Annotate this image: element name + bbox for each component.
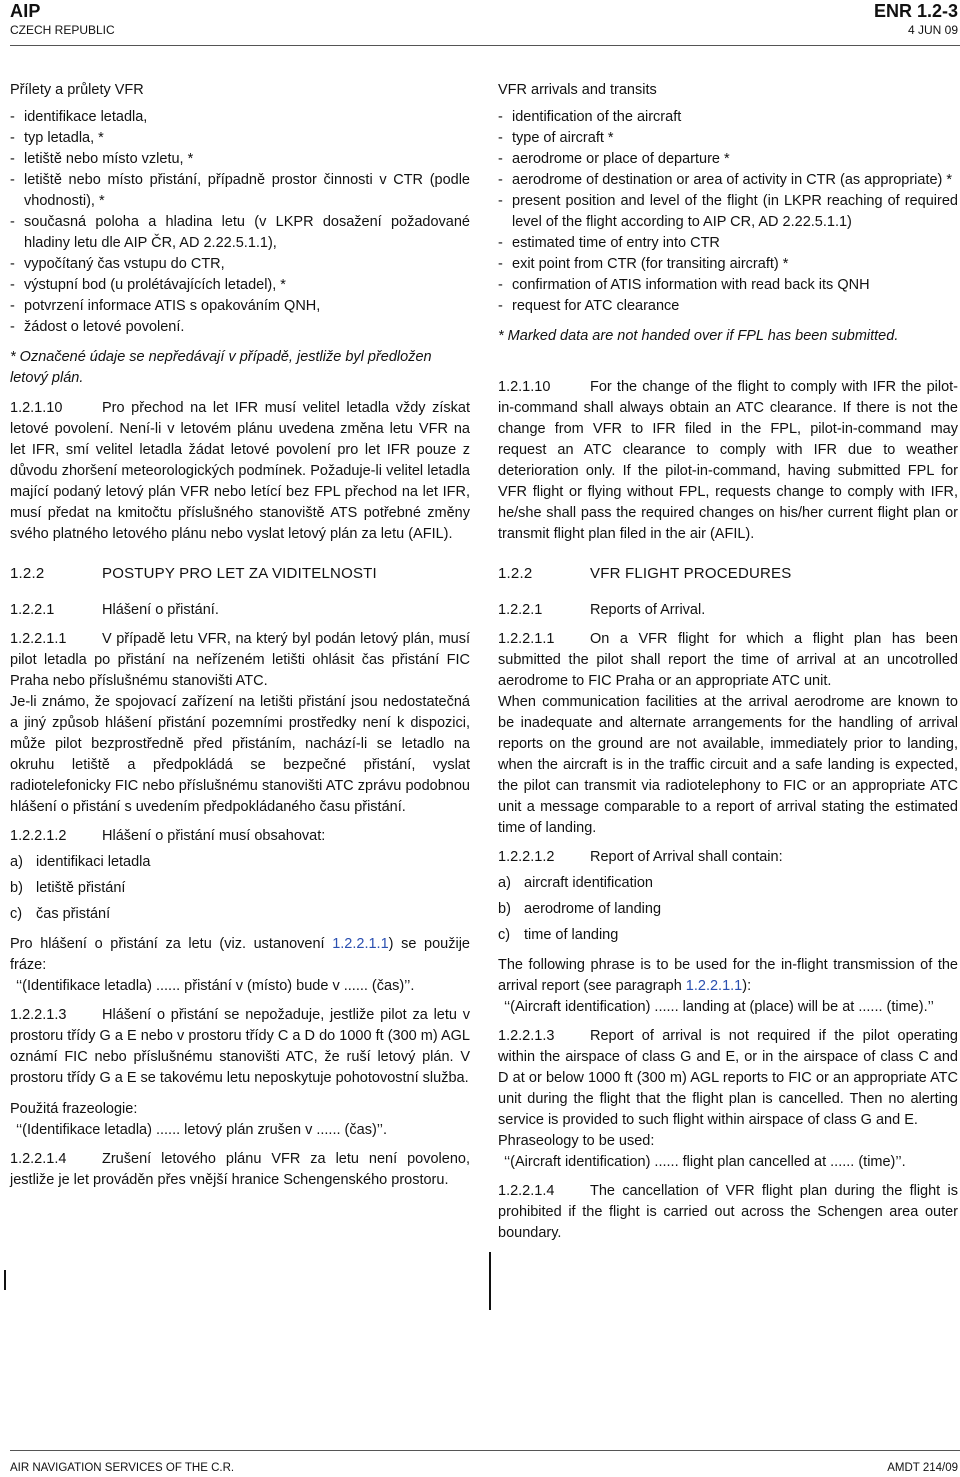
cz-paragraph-1210: 1.2.1.10 Pro přechod na let IFR musí velitel letadla vždy získat letové povolení. Není-li v letovém plánu uvedena změna letu VFR na let IFR, smí velitel letadla žádat letové povolení pro let IFR pouze z důvodu zhoršení meteorologických podmínek. Požaduje-li velitel letadla mající podaný letový plán VFR nebo letící bez FPL přechod na let IFR, musí předat na kmitočtu příslušného stanoviště ATS potřebné změny svého platného letového plánu nebo vyslat letový plán za letu (AFIL). (10, 400, 470, 542)
en-phraseology-intro: Phraseology to be used: (498, 1133, 655, 1149)
list-item: - confirmation of ATIS information with read back its QNH (498, 277, 870, 293)
english-column (498, 80, 958, 1244)
list-item: - potvrzení informace ATIS s opakováním QNH, (10, 298, 321, 314)
page-header (10, 0, 960, 42)
en-paragraph-12211-cont: When communication facilities at the arrival aerodrome are known to be inadequate and alternate arrangements for the handling of arrival reports on the ground are not available, immediately prior to landing, when the aircraft is in the traffic circuit and a safe landing is expected, the pilot can transmit via radiotelephony to FIC or an appropriate ATC unit a message comparable to a report of arrival stating the estimated time of landing. (498, 694, 958, 836)
cz-report-contents (10, 852, 470, 925)
list-item: - identifikace letadla, (10, 109, 148, 125)
footer-divider (10, 1450, 960, 1451)
list-item: - aerodrome of destination or area of activity in CTR (as appropriate) * (498, 172, 953, 188)
footer-publisher: AIR NAVIGATION SERVICES OF THE C.R. (10, 1462, 235, 1474)
paragraph-link[interactable]: 1.2.2.1.1 (332, 936, 389, 952)
list-item: - present position and level of the flight (in LKPR reaching of required level of the flight according to AIP CR, AD 2.22.5.1.1) (498, 193, 958, 230)
en-list (498, 107, 958, 317)
list-item: - vypočítaný čas vstupu do CTR, (10, 256, 225, 272)
cz-phrase-intro: Pro hlášení o přistání za letu (viz. ustanovení 1.2.2.1.1) se použije fráze: (10, 936, 470, 973)
cz-phraseology: ‘‘(Identifikace letadla) ...... letový plán zrušen v ...... (čas)’’. (16, 1122, 387, 1138)
en-subsection-1221: 1.2.2.1 Reports of Arrival. (498, 602, 706, 618)
en-section-title: VFR arrivals and transits (498, 82, 657, 98)
list-item: - typ letadla, * (10, 130, 104, 146)
cz-paragraph-12211: 1.2.2.1.1 V případě letu VFR, na který byl podán letový plán, musí pilot letadla po přistání na neřízeném letišti ohlásit čas přistání FIC Praha nebo příslušnému stanovišti ATC. (10, 631, 470, 689)
list-item: - současná poloha a hladina letu (v LKPR dosažení požadované hladiny letu dle AIP ČR, AD 2.22.5.1.1), (10, 214, 470, 251)
list-item: b) letiště přistání (10, 880, 126, 896)
en-paragraph-1210: 1.2.1.10 For the change of the flight to comply with IFR the pilot-in-command shall always obtain an ATC clearance. If there is not the change from VFR to IFR filed in the FPL, pilot-in-command may request an ATC clearance to comply with IFR due to weather deterioration only. If the pilot-in-command, having submitted FPL for VFR flight or flying without FPL, requests change to comply with IFR, he/she shall pass the required changes on his/her current flight plan or transmit flight plan filed in the air (AFIL). (498, 379, 958, 542)
cz-paragraph-12214: 1.2.2.1.4 Zrušení letového plánu VFR za letu není povoleno, jestliže je let prováděn přes vnější hranice Schengenského prostoru. (10, 1151, 470, 1188)
amendment-change-bar-left (4, 1270, 6, 1290)
list-item: a) identifikaci letadla (10, 854, 151, 870)
en-paragraph-12214: 1.2.2.1.4 The cancellation of VFR flight plan during the flight is prohibited if the flight is carried out across the Schengen area outer boundary. (498, 1183, 958, 1241)
footer-amendment: AMDT 214/09 (887, 1462, 958, 1474)
header-publication: AIP (10, 1, 41, 21)
list-item: - letiště nebo místo vzletu, * (10, 151, 194, 167)
header-date: 4 JUN 09 (907, 23, 958, 37)
list-item: - estimated time of entry into CTR (498, 235, 720, 251)
list-item: a) aircraft identification (498, 875, 653, 891)
paragraph-link[interactable]: 1.2.2.1.1 (685, 978, 743, 994)
header-country: CZECH REPUBLIC (10, 23, 115, 37)
cz-phraseology-intro: Použitá frazeologie: (10, 1101, 138, 1117)
list-item: - letiště nebo místo přistání, případně prostor činnosti v CTR (podle vhodnosti), * (10, 172, 470, 209)
cz-list (10, 107, 470, 338)
list-item: - žádost o letové povolení. (10, 319, 185, 335)
cz-section-title: Přílety a průlety VFR (10, 82, 144, 98)
czech-column (10, 80, 470, 1191)
cz-section-122: 1.2.2 POSTUPY PRO LET ZA VIDITELNOSTI (10, 565, 377, 582)
cz-note: * Označené údaje se nepředávají v případě, jestliže byl předložen letový plán. (10, 349, 432, 386)
en-paragraph-12211: 1.2.2.1.1 On a VFR flight for which a flight plan has been submitted the pilot shall report the time of arrival at an uncotrolled aerodrome to FIC Praha or an appropriate ATC unit. (498, 631, 958, 689)
en-report-contents (498, 873, 958, 946)
header-page-ref: ENR 1.2-3 (873, 1, 958, 21)
list-item: - výstupní bod (u prolétávajících letadel), * (10, 277, 286, 293)
en-paragraph-12213: 1.2.2.1.3 Report of arrival is not required if the pilot operating within the airspace of class G and E, or in the airspace of class C and D at or below 1000 ft (300 m) AGL reports to FIC or an appropriate ATC unit during the flight that the flight plan is cancelled. Then no alerting service is provided to such flight within airspace of class G and E. (498, 1028, 958, 1128)
en-section-122: 1.2.2 VFR FLIGHT PROCEDURES (498, 565, 792, 582)
list-item: b) aerodrome of landing (498, 901, 662, 917)
list-item: - identification of the aircraft (498, 109, 682, 125)
list-item: c) time of landing (498, 927, 619, 943)
en-phraseology: ‘‘(Aircraft identification) ...... flight plan cancelled at ...... (time)’’. (504, 1154, 906, 1170)
en-note: * Marked data are not handed over if FPL has been submitted. (498, 328, 899, 344)
en-paragraph-12212: 1.2.2.1.2 Report of Arrival shall contain: (498, 849, 783, 865)
list-item: - request for ATC clearance (498, 298, 680, 314)
cz-paragraph-12211-cont: Je-li známo, že spojovací zařízení na letišti přistání jsou nedostatečná a jiný způsob hlášení přistání pozemními prostředky není k dispozici, může pilot bezprostředně před přistáním, nachází-li se letadlo na okruhu letiště a předpokládá se bezpečné přistání, vyslat radiotelefonicky FIC nebo příslušnému stanovišti ATC zprávu podobnou hlášení o přistání s uvedením předpokládaného času přistání. (10, 694, 470, 815)
en-phrase-intro: The following phrase is to be used for the in-flight transmission of the arrival report (see paragraph 1.2.2.1.1): (498, 957, 958, 994)
list-item: - aerodrome or place of departure * (498, 151, 730, 167)
list-item: c) čas přistání (10, 906, 111, 922)
cz-paragraph-12213: 1.2.2.1.3 Hlášení o přistání se nepožaduje, jestliže pilot za letu v prostoru třídy G a E nebo v prostoru třídy C a D do 1000 ft (300 m) AGL oznámí FIC nebo příslušnému stanovišti ATC, že ruší letový plán. V prostoru třídy G a E se takovému letu neposkytuje pohotovostní služba. (10, 1007, 470, 1086)
cz-paragraph-12212: 1.2.2.1.2 Hlášení o přistání musí obsahovat: (10, 828, 326, 844)
header-divider (10, 45, 960, 46)
list-item: - exit point from CTR (for transiting aircraft) * (498, 256, 789, 272)
en-phrase: ‘‘(Aircraft identification) ...... landing at (place) will be at ...... (time).’’ (504, 999, 934, 1015)
list-item: - type of aircraft * (498, 130, 614, 146)
cz-phrase: ‘‘(Identifikace letadla) ...... přistání v (místo) bude v ...... (čas)’’. (16, 978, 415, 994)
amendment-change-bar-right (489, 1252, 491, 1310)
cz-subsection-1221: 1.2.2.1 Hlášení o přistání. (10, 602, 219, 618)
